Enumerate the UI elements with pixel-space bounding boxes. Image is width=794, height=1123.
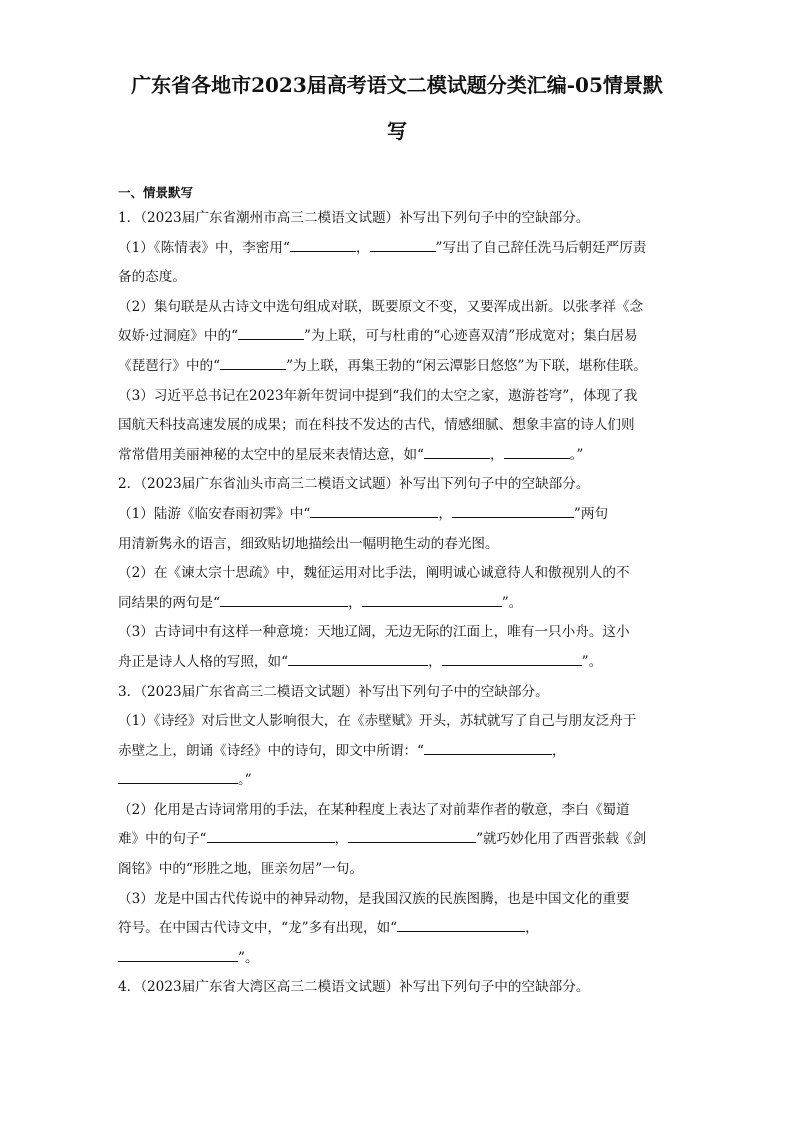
question-1-item-2: （2）集句联是从古诗文中选句组成对联，既要原文不变，又要浑成出新。以张孝祥《念 奴娇·过洞庭》中的“ ”为上联，可与杜甫的“心迹喜双清”形成宽对；集白居易 《琵琶行》中的“ ”为上联，再集王勃的“闲云潭影日悠悠”为下联，堪称佳联。 — [118, 298, 647, 374]
answer-blank[interactable] — [424, 443, 490, 459]
answer-blank[interactable] — [442, 650, 582, 666]
question-1-item-3: （3）习近平总书记在2023年新年贺词中提到“我们的太空之家，遨游苍穹”，体现了我 国航天科技高速发展的成果；而在科技不发达的古代，情感细腻、想象丰富的诗人们则 常常借用美丽神秘的太空中的星辰来表情达意，如“ ， 。” — [118, 387, 638, 463]
question-2-item-2: （2）在《谏太宗十思疏》中，魏征运用对比手法，阐明诚心诚意待人和傲视别人的不 同结果的两句是“ ， ”。 — [118, 565, 630, 611]
answer-blank[interactable] — [424, 739, 552, 755]
question-3-item-2: （2）化用是古诗词常用的手法，在某种程度上表达了对前辈作者的敬意，李白《蜀道 难》中的句子“ ， ”就巧妙化用了西晋张载《剑 阁铭》中的“形胜之地，匪亲勿居”一句。 — [118, 801, 647, 878]
title-line-1: 广东省各地市2023届高考语文二模试题分类汇编-05情景默 — [131, 73, 663, 97]
answer-blank[interactable] — [348, 827, 476, 843]
answer-blank[interactable] — [397, 916, 525, 932]
answer-blank[interactable] — [290, 236, 356, 252]
answer-blank[interactable] — [370, 236, 436, 252]
answer-blank[interactable] — [238, 324, 304, 340]
answer-blank[interactable] — [504, 443, 570, 459]
answer-blank[interactable] — [220, 591, 348, 607]
question-3-item-1: （1）《诗经》对后世文人影响很大，在《赤壁赋》开头，苏轼就写了自己与朋友泛舟于 赤壁之上，朗诵《诗经》中的诗句，即文中所谓：“ ， 。” — [118, 713, 637, 789]
question-4-stem: 4．（2023届广东省大湾区高三二模语文试题）补写出下列句子中的空缺部分。 — [118, 979, 590, 996]
answer-blank[interactable] — [118, 946, 238, 962]
question-1-item-1: （1）《陈情表》中，李密用“ ， ”写出了自己辞任洗马后朝廷严厉责 备的态度。 — [118, 234, 674, 293]
answer-blank[interactable] — [207, 827, 335, 843]
document-title — [100, 62, 694, 154]
question-3-item-3: （3）龙是中国古代传说中的神异动物，是我国汉族的民族图腾，也是中国文化的重要 符号。在中国古代诗文中，“龙”多有出现，如“ ， ”。 — [118, 890, 630, 966]
question-2-item-3: （3）古诗词中有这样一种意境：天地辽阔，无边无际的江面上，唯有一只小舟。这小 舟正是诗人人格的写照，如“ ， ”。 — [118, 624, 630, 670]
title-line-2: 写 — [387, 119, 407, 143]
question-1-stem: 1．（2023届广东省潮州市高三二模语文试题）补写出下列句子中的空缺部分。 — [118, 210, 590, 226]
answer-blank[interactable] — [362, 591, 502, 607]
answer-blank[interactable] — [452, 502, 574, 518]
question-2-item-1: （1）陆游《临安春雨初霁》中“ ， ”两句 用清新隽永的语言，细致贴切地描绘出一幅明艳生动的春光图。 — [118, 500, 674, 559]
answer-blank[interactable] — [288, 650, 428, 666]
section-heading: 一、情景默写 — [118, 185, 194, 200]
document-body — [118, 182, 674, 1003]
answer-blank[interactable] — [220, 354, 286, 370]
answer-blank[interactable] — [310, 502, 438, 518]
question-2-stem: 2．（2023届广东省汕头市高三二模语文试题）补写出下列句子中的空缺部分。 — [118, 476, 590, 493]
answer-blank[interactable] — [118, 768, 238, 784]
question-3-stem: 3．（2023届广东省高三二模语文试题）补写出下列句子中的空缺部分。 — [118, 683, 549, 700]
